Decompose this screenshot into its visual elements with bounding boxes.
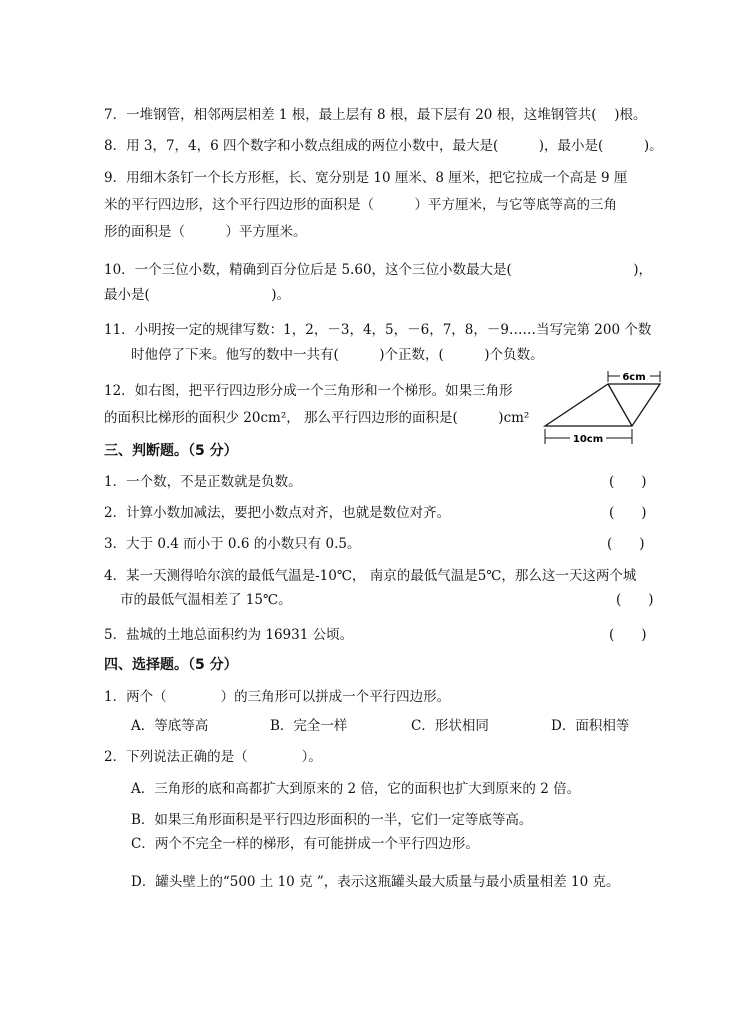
bottom-dimension-label: 10cm bbox=[572, 434, 604, 445]
question-12-line-2: 的面积比梯形的面积少 20cm²， 那么平行四边形的面积是( )cm² bbox=[104, 410, 530, 426]
judge-2: 2．计算小数加减法，要把小数点对齐，也就是数位对齐。 bbox=[104, 505, 451, 521]
choice-1-option-b[interactable]: B．完全一样 bbox=[270, 718, 348, 734]
question-12-line-1: 12．如右图，把平行四边形分成一个三角形和一个梯形。如果三角形 bbox=[104, 383, 513, 399]
choice-1-option-c[interactable]: C．形状相同 bbox=[411, 718, 489, 734]
judge-5-answer[interactable]: ( ) bbox=[609, 627, 647, 643]
section-4-title: 四、选择题。（5 分） bbox=[104, 657, 238, 673]
judge-5: 5．盐城的土地总面积约为 16931 公顷。 bbox=[104, 627, 354, 643]
question-8: 8．用 3，7，4，6 四个数字和小数点组成的两位小数中，最大是( )，最小是( )。 bbox=[104, 138, 663, 154]
question-7: 7．一堆钢管，相邻两层相差 1 根，最上层有 8 根，最下层有 20 根，这堆钢管共( )根。 bbox=[104, 107, 647, 123]
parallelogram-figure bbox=[540, 366, 664, 446]
question-9-line-1: 9．用细木条钉一个长方形框，长、宽分别是 10 厘米、8 厘米，把它拉成一个高是 9 厘 bbox=[104, 170, 628, 186]
judge-3: 3．大于 0.4 而小于 0.6 的小数只有 0.5。 bbox=[104, 536, 361, 552]
choice-2-stem: 2．下列说法正确的是（ ）。 bbox=[104, 749, 322, 765]
parallelogram-shape bbox=[545, 384, 660, 426]
choice-2-option-c[interactable]: C．两个不完全一样的梯形，有可能拼成一个平行四边形。 bbox=[131, 836, 479, 852]
dividing-line bbox=[608, 384, 632, 426]
section-3-title: 三、判断题。（5 分） bbox=[104, 443, 238, 459]
choice-1-stem: 1．两个（ ）的三角形可以拼成一个平行四边形。 bbox=[104, 689, 451, 705]
question-10-line-1: 10．一个三位小数，精确到百分位后是 5.60，这个三位小数最大是( )， bbox=[104, 262, 653, 278]
judge-2-answer[interactable]: ( ) bbox=[609, 505, 647, 521]
question-9-line-3: 形的面积是（ ）平方厘米。 bbox=[104, 224, 307, 240]
question-9-line-2: 米的平行四边形，这个平行四边形的面积是（ ）平方厘米，与它等底等高的三角 bbox=[104, 197, 617, 213]
top-dimension-label: 6cm bbox=[622, 372, 646, 383]
question-11-line-2: 时他停了下来。他写的数中一共有( )个正数，( )个负数。 bbox=[131, 347, 544, 363]
question-11-line-1: 11．小明按一定的规律写数：1，2，－3，4，5，－6，7，8，－9……当写完第 200 个数 bbox=[104, 322, 652, 338]
choice-2-option-d[interactable]: D．罐头壁上的“500 土 10 克 ”，表示这瓶罐头最大质量与最小质量相差 10 克。 bbox=[131, 874, 620, 890]
choice-1-option-d[interactable]: D．面积相等 bbox=[551, 718, 630, 734]
judge-4-answer[interactable]: ( ) bbox=[616, 592, 654, 608]
choice-1-option-a[interactable]: A．等底等高 bbox=[131, 718, 209, 734]
judge-4-line-2: 市的最低气温相差了 15℃。 bbox=[120, 592, 292, 608]
choice-2-option-a[interactable]: A．三角形的底和高都扩大到原来的 2 倍，它的面积也扩大到原来的 2 倍。 bbox=[131, 781, 581, 797]
judge-1-answer[interactable]: ( ) bbox=[609, 474, 647, 490]
question-10-line-2: 最小是( )。 bbox=[104, 287, 291, 303]
judge-3-answer[interactable]: ( ) bbox=[607, 536, 645, 552]
judge-1: 1．一个数，不是正数就是负数。 bbox=[104, 474, 302, 490]
judge-4-line-1: 4．某一天测得哈尔滨的最低气温是-10℃， 南京的最低气温是5℃，那么这一天这两个城 bbox=[104, 568, 637, 584]
choice-2-option-b[interactable]: B．如果三角形面积是平行四边形面积的一半，它们一定等底等高。 bbox=[131, 812, 533, 828]
